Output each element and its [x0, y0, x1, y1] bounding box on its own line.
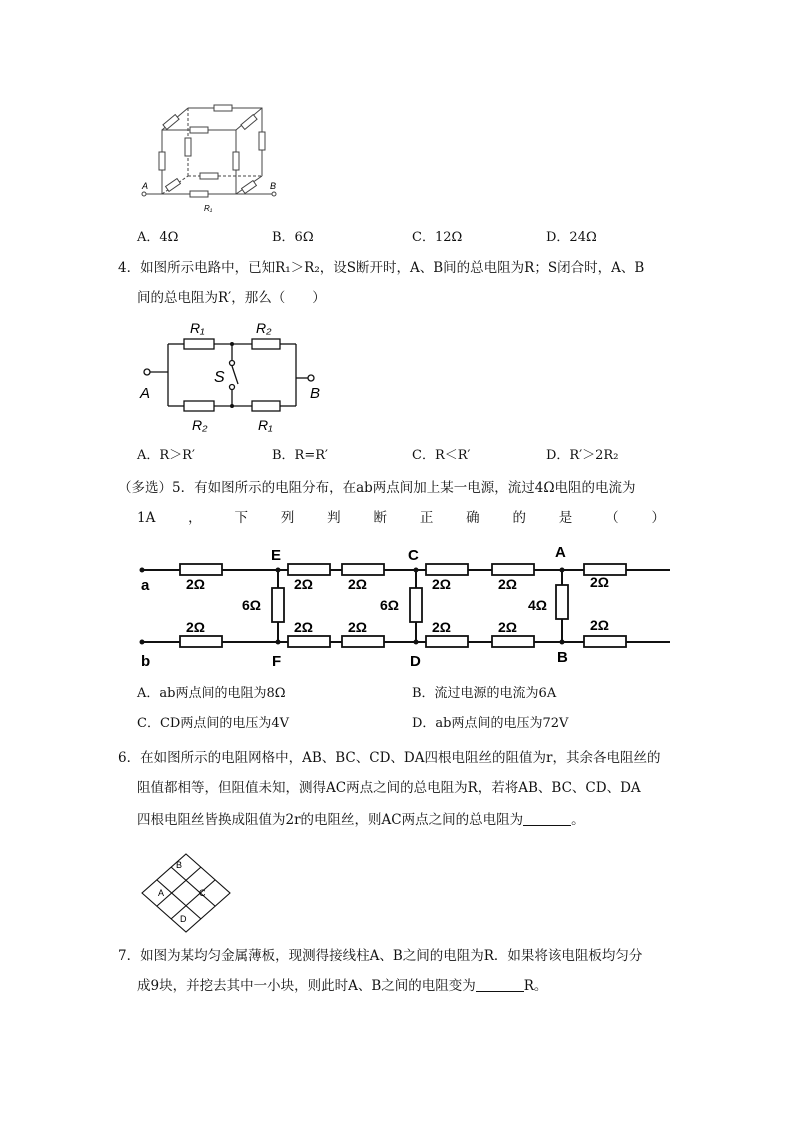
q4-circuit-figure [138, 316, 338, 441]
q4-label-s: S [214, 369, 225, 386]
q5-word: 断 [373, 510, 387, 526]
q5-label-a-lower: a [141, 577, 150, 594]
q5-label-b-upper: B [557, 649, 568, 666]
q5-resistor-label: 2Ω [348, 576, 368, 592]
q5-word: （ [605, 510, 619, 526]
q5-word: 是 [558, 510, 573, 526]
q5-resistor-label: 2Ω [498, 576, 518, 592]
q5-word: 的 [512, 510, 526, 526]
q5-label-d: D [410, 653, 421, 670]
q7-stem-text: 成9块，并挖去其中一小块，则此时A、B之间的电阻变为 [137, 978, 476, 994]
cube-label-a: A [142, 181, 149, 191]
q6-stem-line-3 [137, 810, 585, 830]
q5-resistor-label: 2Ω [590, 574, 610, 590]
q5-resistor-label: 2Ω [186, 576, 206, 592]
q5-word: 正 [419, 510, 434, 526]
q6-stem-end: 。 [571, 812, 585, 828]
q5-option-a: A．ab两点间的电阻为8Ω [137, 686, 286, 701]
q5-resistor-label: 2Ω [186, 619, 206, 635]
q3-option-b: B．6Ω [272, 230, 314, 245]
q7-answer-blank [476, 977, 524, 992]
q5-ladder-circuit-figure [138, 540, 674, 672]
q3-option-a: A．4Ω [137, 230, 179, 245]
q6-label-c: C [199, 888, 206, 898]
q5-resistor-label: 2Ω [294, 619, 314, 635]
q5-label-b-lower: b [141, 653, 151, 670]
q5-word: 列 [280, 510, 295, 526]
q4-stem-line-2: 间的总电阻为R′，那么（ ） [137, 290, 326, 306]
q6-answer-blank [523, 811, 571, 826]
q6-stem-line-2: 阻值都相等，但阻值未知，测得AC两点之间的总电阻为R，若将AB、BC、CD、DA [137, 780, 641, 796]
q5-label-f: F [272, 653, 282, 670]
q5-stem-line-1: （多选）5．有如图所示的电阻分布，在ab两点间加上某一电源，流过4Ω电阻的电流为 [118, 480, 636, 496]
q4-label-a: A [140, 385, 151, 402]
cube-label-r1: R₁ [204, 204, 213, 213]
q5-word: 判 [327, 510, 341, 526]
q6-label-b: B [176, 860, 183, 870]
q5-resistor-label: 2Ω [498, 619, 518, 635]
q4-stem-line-1: 4．如图所示电路中，已知R₁＞R₂，设S断开时，A、B间的总电阻为R；S闭合时，A、B [118, 260, 645, 276]
q5-word: ） [651, 510, 665, 526]
q3-option-c: C．12Ω [412, 230, 463, 245]
q4-label-r2-top: R₂ [256, 320, 272, 336]
q4-option-d: D．R′＞2R₂ [546, 448, 619, 463]
q7-stem-line-1: 7．如图为某均匀金属薄板，现测得接线柱A、B之间的电阻为R．如果将该电阻板均匀分 [118, 948, 643, 964]
q5-resistor-label: 2Ω [348, 619, 368, 635]
q5-resistor-label: 2Ω [432, 576, 452, 592]
q4-label-r2-bottom: R₂ [192, 417, 208, 433]
q6-label-a: A [158, 888, 165, 898]
q3-cube-figure [140, 98, 290, 218]
q5-resistor-label-6: 6Ω [380, 597, 400, 613]
q5-resistor-label: 2Ω [294, 576, 314, 592]
q5-stem-line-2 [137, 508, 665, 528]
cube-label-b: B [270, 181, 277, 191]
q5-word: 1A [137, 510, 156, 526]
q6-stem-line-1: 6．在如图所示的电阻网格中，AB、BC、CD、DA四根电阻丝的阻值为r，其余各电阻丝的 [118, 750, 661, 766]
q5-resistor-label-6: 6Ω [242, 597, 262, 613]
q6-label-d: D [180, 914, 187, 924]
q3-option-d: D．24Ω [546, 230, 597, 245]
q4-label-r1-top: R₁ [190, 320, 205, 336]
q4-option-a: A．R＞R′ [137, 448, 195, 463]
q5-resistor-label: 2Ω [432, 619, 452, 635]
q5-resistor-label: 2Ω [590, 617, 610, 633]
q5-word: 下 [234, 510, 248, 526]
q5-option-b: B．流过电源的电流为6A [412, 686, 557, 701]
q5-label-a-upper: A [555, 544, 566, 561]
q6-stem-text: 四根电阻丝皆换成阻值为2r的电阻丝，则AC两点之间的总电阻为 [137, 812, 524, 828]
q5-label-c: C [408, 547, 419, 564]
q4-option-c: C．R＜R′ [412, 448, 471, 463]
q5-option-c: C．CD两点间的电压为4V [137, 716, 289, 731]
q5-label-e: E [271, 547, 282, 564]
q7-stem-end: R。 [523, 978, 548, 994]
q4-option-b: B．R=R′ [272, 448, 328, 463]
q6-grid-figure [138, 852, 234, 934]
q4-label-r1-bottom: R₁ [258, 417, 273, 433]
q5-option-d: D．ab两点间的电压为72V [412, 716, 569, 731]
q5-word: 确 [466, 510, 480, 526]
q7-stem-line-2 [137, 976, 547, 996]
q5-word: ， [188, 510, 202, 526]
q5-resistor-label-4: 4Ω [528, 597, 548, 613]
q4-label-b: B [310, 385, 321, 402]
